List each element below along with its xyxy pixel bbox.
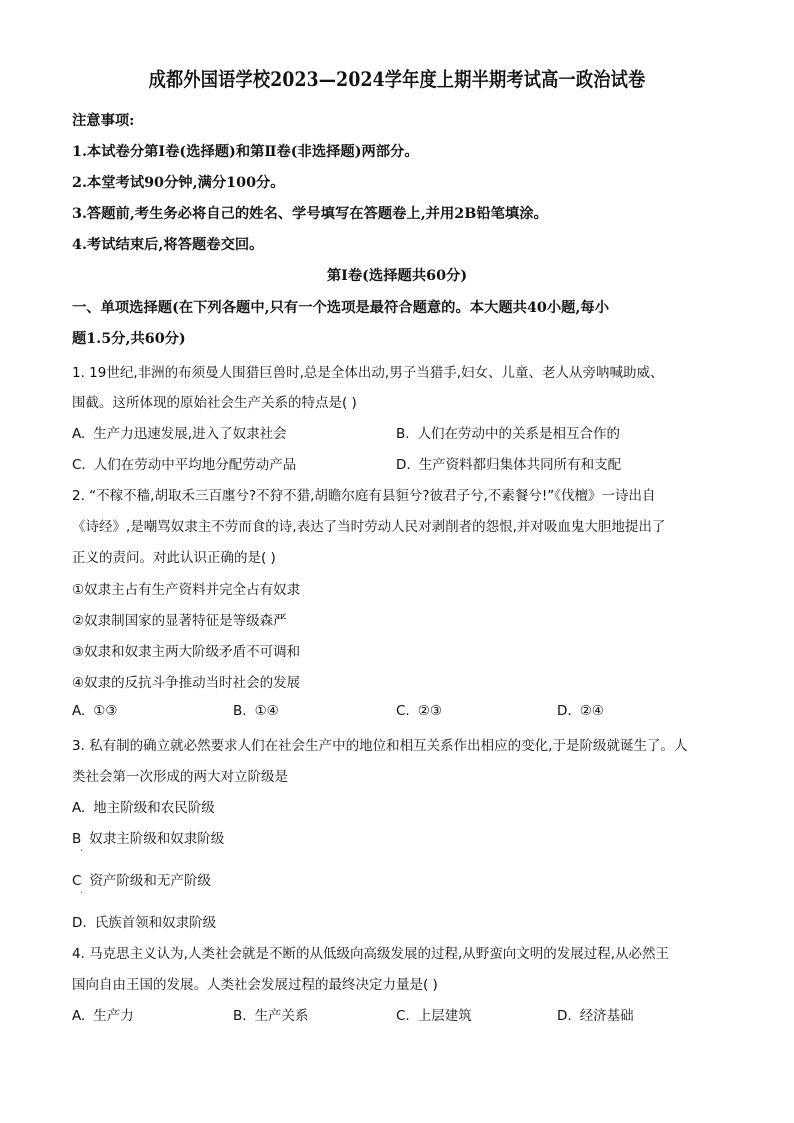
question-1-option-d[interactable] xyxy=(396,453,621,473)
option-label: D. xyxy=(72,915,87,931)
option-label: C xyxy=(72,873,82,889)
question-4-option-d[interactable] xyxy=(557,1004,634,1024)
question-2-statement: ②奴隶制国家的显著特征是等级森严 xyxy=(72,613,287,629)
note-item: 4.考试结束后,将答题卷交回。 xyxy=(72,237,264,253)
note-item: 2.本堂考试90分钟,满分100分。 xyxy=(72,175,285,191)
option-text: 生产力 xyxy=(93,1008,134,1024)
option-label: C. xyxy=(396,703,410,719)
option-text: ①④ xyxy=(254,703,279,719)
question-2-statement: ③奴隶和奴隶主两大阶级矛盾不可调和 xyxy=(72,644,301,660)
option-text: 奴隶主阶级和奴隶阶级 xyxy=(89,831,225,847)
option-text: 人们在劳动中的关系是相互合作的 xyxy=(417,426,621,442)
question-3-line-1: 3. 私有制的确立就必然要求人们在社会生产中的地位和相互关系作出相应的变化,于是阶级就诞生了。人 xyxy=(72,738,688,754)
option-text: 上层建筑 xyxy=(417,1008,472,1024)
question-2-option-c[interactable] xyxy=(396,703,442,719)
part-heading-line-2: 题1.5分,共60分) xyxy=(72,331,186,347)
question-3-option-b[interactable] xyxy=(72,827,224,847)
note-item: 3.答题前,考生务必将自己的姓名、学号填写在答题卷上,并用2B铅笔填涂。 xyxy=(72,206,548,222)
question-2-statement: ①奴隶主占有生产资料并完全占有奴隶 xyxy=(72,582,301,598)
stray-dot: · xyxy=(80,888,84,899)
question-1-option-c[interactable] xyxy=(72,453,296,473)
question-2-line-2: 《诗经》,是嘲骂奴隶主不劳而食的诗,表达了当时劳动人民对剥削者的怨恨,并对吸血鬼大胆地提出了 xyxy=(72,519,666,535)
option-label: D. xyxy=(396,457,411,473)
question-4-option-c[interactable] xyxy=(396,1004,472,1024)
option-label: B. xyxy=(233,703,247,719)
question-1-line-2: 围截。这所体现的原始社会生产关系的特点是( ) xyxy=(72,395,357,411)
note-item: 1.本试卷分第Ⅰ卷(选择题)和第Ⅱ卷(非选择题)两部分。 xyxy=(72,144,419,160)
question-2-line-3: 正义的责问。对此认识正确的是( ) xyxy=(72,550,276,566)
question-3-option-a[interactable] xyxy=(72,796,215,816)
question-2-option-d[interactable] xyxy=(557,703,604,719)
question-1-line-1: 1. 19世纪,非洲的布须曼人围猎巨兽时,总是全体出动,男子当猎手,妇女、儿童、老人从旁呐喊助威、 xyxy=(72,365,664,381)
question-2-option-a[interactable] xyxy=(72,703,118,719)
question-2-line-1: 2. “不稼不穑,胡取禾三百廛兮?不狩不猎,胡瞻尔庭有县貆兮?彼君子兮,不素餐兮!”《伐檀》一诗出自 xyxy=(72,488,656,504)
option-text: 经济基础 xyxy=(579,1008,634,1024)
option-label: B. xyxy=(396,426,410,442)
question-1-option-b[interactable] xyxy=(396,422,620,442)
question-4-option-b[interactable] xyxy=(233,1004,309,1024)
question-3-line-2: 类社会第一次形成的两大对立阶级是 xyxy=(72,769,288,785)
exam-title: 成都外国语学校2023—2024学年度上期半期考试高一政治试卷 xyxy=(148,68,646,91)
stray-dot: · xyxy=(80,846,84,857)
option-text: ②④ xyxy=(579,703,604,719)
option-label: D. xyxy=(557,703,572,719)
option-text: ②③ xyxy=(417,703,442,719)
option-label: C. xyxy=(72,457,86,473)
option-text: 生产力迅速发展,进入了奴隶社会 xyxy=(93,426,287,442)
option-label: A. xyxy=(72,426,86,442)
question-1-option-a[interactable] xyxy=(72,422,287,442)
question-3-option-c[interactable] xyxy=(72,869,211,889)
option-label: A. xyxy=(72,1008,86,1024)
option-text: 氏族首领和奴隶阶级 xyxy=(94,915,217,931)
option-label: C. xyxy=(396,1008,410,1024)
option-text: 生产关系 xyxy=(254,1008,309,1024)
question-4-option-a[interactable] xyxy=(72,1004,134,1024)
question-4-line-1: 4. 马克思主义认为,人类社会就是不断的从低级向高级发展的过程,从野蛮向文明的发展过程,从必然王 xyxy=(72,946,670,962)
option-label: A. xyxy=(72,703,86,719)
question-3-option-d[interactable] xyxy=(72,911,216,931)
notes-heading: 注意事项: xyxy=(72,113,135,129)
option-text: 资产阶级和无产阶级 xyxy=(89,873,211,889)
option-text: 地主阶级和农民阶级 xyxy=(93,800,215,816)
option-label: D. xyxy=(557,1008,572,1024)
question-2-statement: ④奴隶的反抗斗争推动当时社会的发展 xyxy=(72,675,301,691)
section-title: 第Ⅰ卷(选择题共60分) xyxy=(326,268,468,284)
option-text: ①③ xyxy=(93,703,118,719)
option-label: B. xyxy=(233,1008,247,1024)
option-label: A. xyxy=(72,800,86,816)
question-2-option-b[interactable] xyxy=(233,703,279,719)
option-label: B xyxy=(72,831,82,847)
part-heading-line-1: 一、单项选择题(在下列各题中,只有一个选项是最符合题意的。本大题共40小题,每小 xyxy=(72,300,610,316)
option-text: 人们在劳动中平均地分配劳动产品 xyxy=(93,457,297,473)
question-4-line-2: 国向自由王国的发展。人类社会发展过程的最终决定力量是( ) xyxy=(72,977,438,993)
option-text: 生产资料都归集体共同所有和支配 xyxy=(418,457,622,473)
